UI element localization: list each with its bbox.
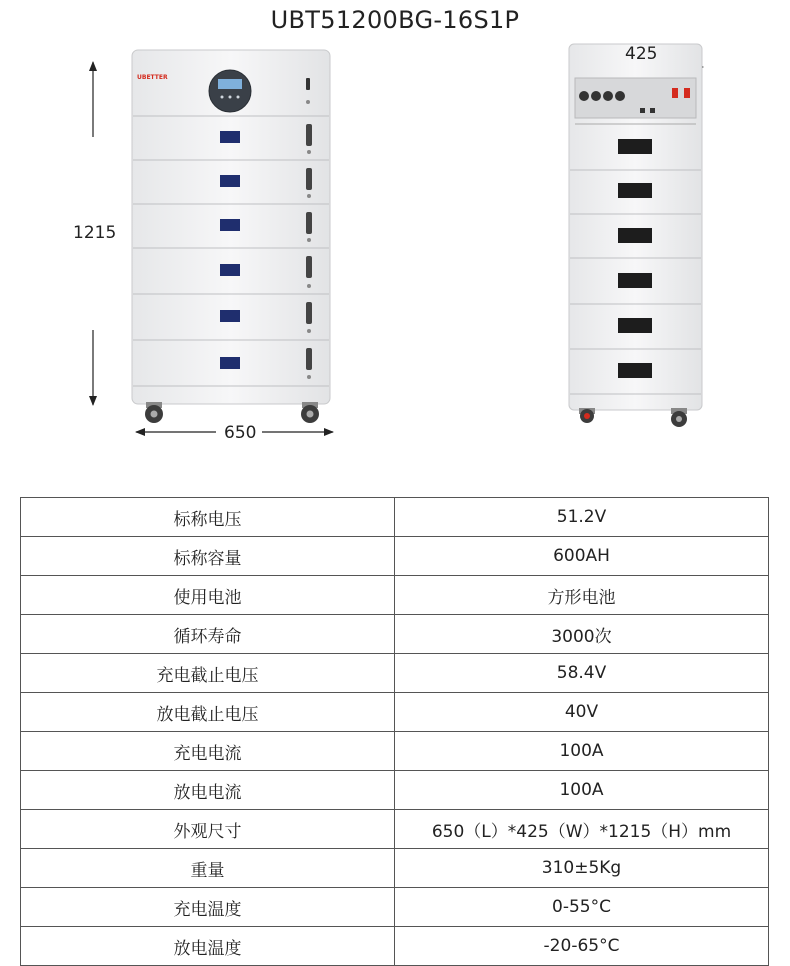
spec-value: 310±5Kg (395, 849, 769, 888)
spec-label: 重量 (21, 849, 395, 888)
spec-label: 放电温度 (21, 927, 395, 966)
spec-label: 充电温度 (21, 888, 395, 927)
brand-logo: UBETTER (137, 74, 168, 81)
caster-wheels-side (579, 408, 687, 427)
spec-value: 3000次 (395, 615, 769, 654)
spec-label: 放电截止电压 (21, 693, 395, 732)
spec-row (21, 732, 769, 771)
battery-cabinet-front-view (132, 50, 330, 423)
product-figure (0, 0, 790, 460)
spec-value: 650（L）*425（W）*1215（H）mm (395, 810, 769, 849)
caster-wheels-front (145, 402, 319, 423)
spec-label: 充电截止电压 (21, 654, 395, 693)
length-dimension-label: 650 (224, 423, 257, 443)
rear-terminal-panel (575, 78, 696, 124)
height-dimension-label: 1215 (73, 223, 117, 243)
product-model-title: UBT51200BG-16S1P (270, 6, 520, 34)
spec-label: 标称电压 (21, 498, 395, 537)
spec-value: -20-65°C (395, 927, 769, 966)
spec-value: 方形电池 (395, 576, 769, 615)
width-dimension-label: 425 (625, 44, 658, 64)
spec-label: 外观尺寸 (21, 810, 395, 849)
spec-value: 0-55°C (395, 888, 769, 927)
battery-cabinet-side-view (569, 44, 702, 427)
spec-row (21, 576, 769, 615)
spec-value: 51.2V (395, 498, 769, 537)
spec-row (21, 615, 769, 654)
spec-label: 使用电池 (21, 576, 395, 615)
spec-row (21, 927, 769, 966)
spec-row (21, 654, 769, 693)
spec-row (21, 810, 769, 849)
spec-label: 放电电流 (21, 771, 395, 810)
spec-label: 循环寿命 (21, 615, 395, 654)
spec-row (21, 537, 769, 576)
spec-row (21, 693, 769, 732)
spec-row (21, 888, 769, 927)
spec-row (21, 849, 769, 888)
spec-value: 100A (395, 771, 769, 810)
specification-table (20, 497, 769, 966)
spec-label: 标称容量 (21, 537, 395, 576)
spec-label: 充电电流 (21, 732, 395, 771)
spec-value: 100A (395, 732, 769, 771)
product-drawing (0, 0, 790, 460)
spec-value: 600AH (395, 537, 769, 576)
spec-value: 58.4V (395, 654, 769, 693)
spec-value: 40V (395, 693, 769, 732)
spec-row (21, 771, 769, 810)
spec-row (21, 498, 769, 537)
